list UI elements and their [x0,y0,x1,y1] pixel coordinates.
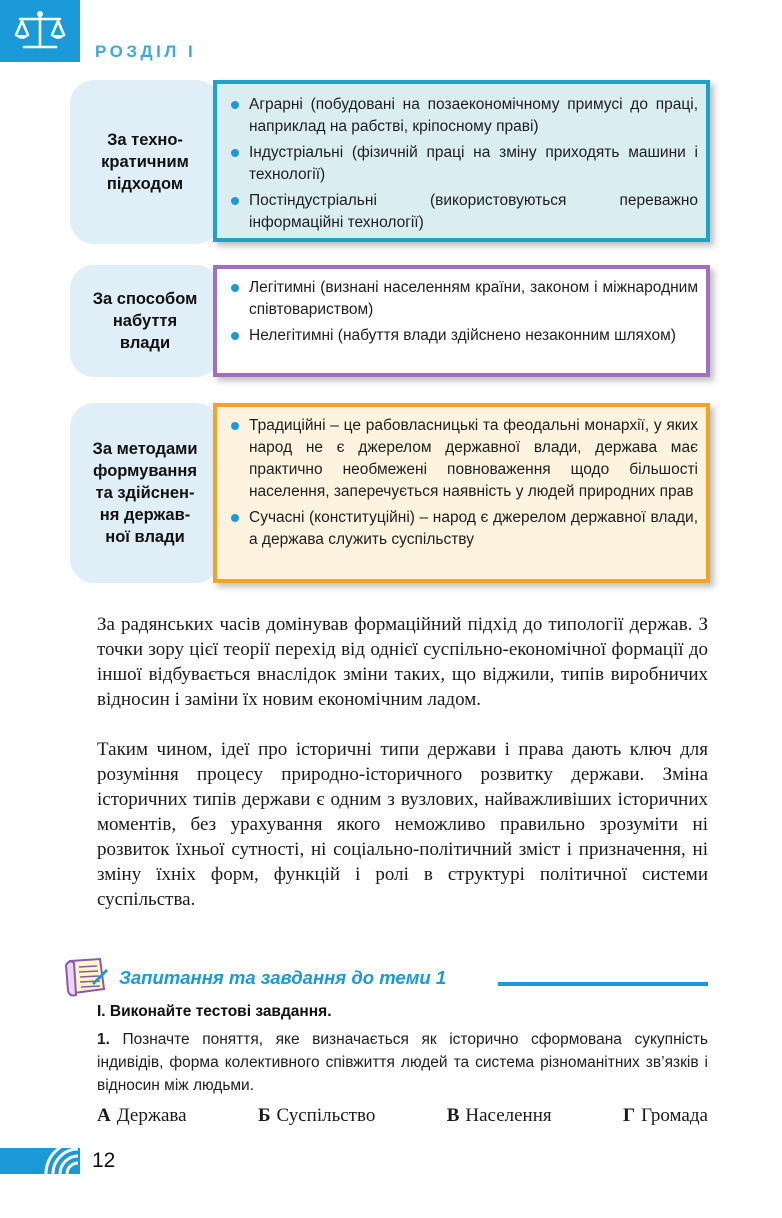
classification-box [213,403,710,583]
answer-option[interactable]: В Населення [446,1105,552,1126]
title-underline [498,982,708,986]
page-number: 12 [92,1149,116,1172]
list-item: Традиційні – це рабовласницькі та феодальні монархії, у яких народ не є джерелом державної влади, держава має практично необмежені повноваження щодо більшості населення, заперечується наявність у людей природних прав [223,415,698,503]
list-item: Індустріальні (фізичній праці на зміну приходять машини і технології) [223,142,698,186]
classification-label: За методами формування та здійснен- ня держав- ної влади [70,403,220,583]
bullet-icon [231,197,239,205]
bullet-icon [231,149,239,157]
classification-label: За техно- кратичним підходом [70,80,220,244]
list-item: Нелегітимні (набуття влади здійснено незаконним шляхом) [223,325,698,347]
answer-option[interactable]: Б Суспільство [257,1105,376,1126]
section-label: РОЗДІЛ І [95,42,197,61]
bullet-icon [231,514,239,522]
classification-box [213,80,710,242]
bullet-icon [231,332,239,340]
classification-box [213,265,710,377]
body-paragraph: Таким чином, ідеї про історичні типи держави і права дають ключ для розуміння процесу природно-історичного розвитку держави. Зміна історичних типів держави є одним з вузлових, найважливіших історичних моментів, без урахування якого неможливо правильно зрозуміти ні розвиток їхньої сутності, ні соціально-політичний зміст і призначення, ні зміну їхніх форм, функцій і ролі в структурі політичної системи суспільства. [97,739,708,910]
classification-row [70,80,710,244]
list-item: Легітимні (визнані населенням країни, законом і міжнародним співтовариством) [223,277,698,321]
classification-row [70,265,710,377]
task-text: 1. Позначте поняття, яке визначається як історично сформована сукупність індивідів, форма колективного співжиття людей та система різноманітних зв’язків і відносин між людьми. [97,1031,708,1094]
wifi-arcs-icon [40,1136,80,1176]
answer-option[interactable]: А Держава [97,1105,187,1126]
list-item: Постіндустріальні (використовуються переважно інформаційні технології) [223,190,698,234]
questions-header [62,955,708,999]
task-number: 1. [97,1031,110,1048]
answer-options [97,1105,708,1127]
scales-icon [12,9,68,53]
scroll-icon [62,955,110,997]
bullet-icon [231,101,239,109]
list-item: Сучасні (конституційні) – народ є джерелом державної влади, а держава служить суспільству [223,507,698,551]
bullet-icon [231,422,239,430]
list-item: Аграрні (побудовані на позаекономічному примусі до праці, наприклад на рабстві, кріпосному праві) [223,94,698,138]
answer-option[interactable]: Г Громада [623,1105,708,1126]
questions-title: Запитання та завдання до теми 1 [119,967,447,988]
task-heading: І. Виконайте тестові завдання. [97,1003,332,1020]
body-paragraph: За радянських часів домінував формаційний підхід до типології держав. З точки зору цієї теорії перехід від однієї суспільно-економічної формації до іншої відбувається внаслідок зміни таких, що віджили, типів виробничих відносин і заміни їх новим економічним ладом. [97,614,708,710]
classification-label: За способом набуття влади [70,265,220,377]
bullet-icon [231,284,239,292]
classification-row [70,403,710,583]
scales-logo [0,0,80,62]
